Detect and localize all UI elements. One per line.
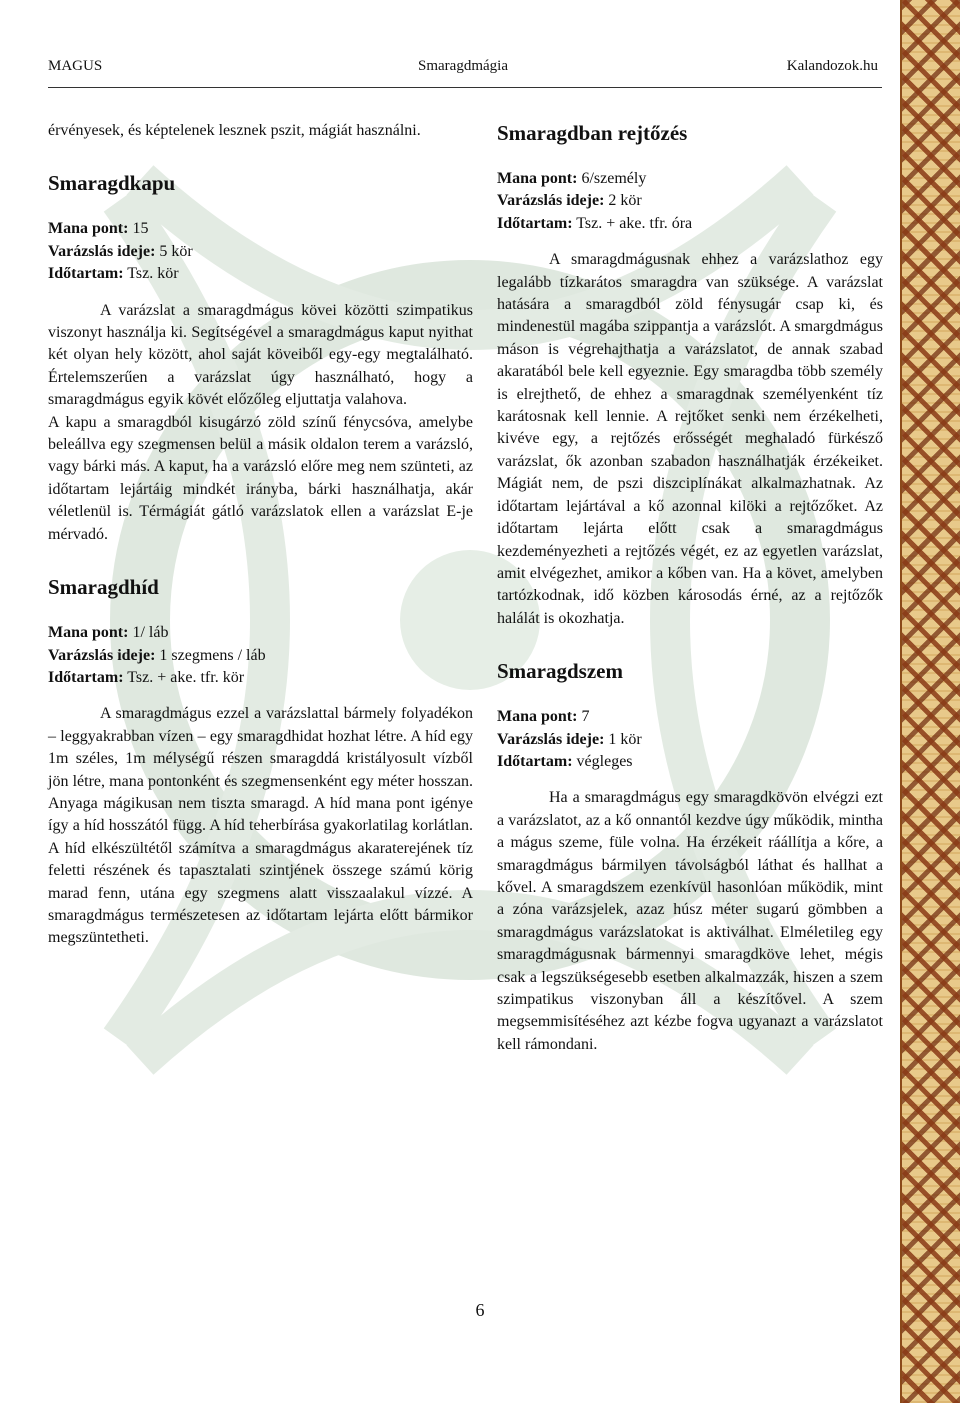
cast-time-line: Varázslás ideje: 2 kör: [497, 192, 642, 210]
intro-paragraph: érvényesek, és képtelenek lesznek pszit, mágiát használni.: [48, 122, 421, 139]
page-number: 6: [475, 1300, 485, 1320]
mana-line: Mana pont: 15: [48, 220, 149, 238]
body-paragraph: A smaragdmágus ezzel a varázslattal bármely folyadékon – leggyakrabban vízen – egy smaragdhidat hozhat létre. A híd egy 1m széles, 1m mélységű részen smaragddá kristályosult vízből jön létre, mana pontonként és szegmensenként egy méter hosszan. Anyaga mágikusan nem tiszta smaragd. A híd mana pont igénye így a híd hosszától függ. A híd teherbírása gyakorlatilag korlátlan. A híd elkészültétől számítva a smaragdmágus akaraterejének tíz feletti részének és tapasztalati szintjének összege számú körig marad fenn, utána egy szegmens alatt visszaalakul vízzé. A smaragdmágus természetesen az időtartam lejárta előtt bármikor megszüntetheti.: [48, 705, 473, 947]
body-paragraph: A varázslat a smaragdmágus kövei közötti szimpatikus viszonyt használja ki. Segítségével a smaragdmágus kaput nyithat két olyan hely között, ahol saját köveiből egy-egy megtalálható. Értelemszerűen a varázslat úgy használható, hogy a smaragdmágus egyik kövét előzőleg eljuttatja valahova.: [48, 301, 473, 409]
section-title-smaragdhid: Smaragdhíd: [48, 575, 159, 600]
header-divider: [48, 87, 882, 88]
mana-line: Mana pont: 6/személy: [497, 170, 647, 187]
section-title-smaragdszem: Smaragdszem: [497, 659, 623, 684]
mana-line: Mana pont: 1/ láb: [48, 624, 169, 642]
section-title-smaragdban-rejtozes: Smaragdban rejtőzés: [497, 121, 688, 145]
header-right-text: Kalandozok.hu: [786, 58, 878, 74]
body-paragraph: A kapu a smaragdból kisugárzó zöld színű fénycsóva, amelybe beleállva egy szegmensen belül a másik oldalon terem a varázsló, vagy bárki más. A kaput, ha a varázsló előre meg nem szünteti, az időtartam lejártáig mindkét irányba, bárki használhatja, akár véletlenül is. Térmágiát gátló varázslatok ellen a varázslat E-je mérvadó.: [48, 413, 473, 543]
right-column: [497, 120, 883, 1056]
decorative-border: [900, 0, 960, 1403]
cast-time-line: Varázslás ideje: 5 kör: [48, 242, 193, 260]
left-column: [48, 120, 473, 950]
cast-time-line: Varázslás ideje: 1 kör: [497, 730, 642, 748]
mana-line: Mana pont: 7: [497, 708, 590, 726]
body-paragraph: Ha a smaragdmágus egy smaragdkövön elvégzi ezt a varázslatot, az a kő onnantól kezdve úgy működik, mintha a mágus szeme, füle volna. Ha érzékeit ráállítja a kőre, a smaragdmágus bármilyen távolságból láthat és hallhat a kővel. A smaragdszem ezenkívül hasonlóan működik, mint a zóna varázsjelek, azaz húsz méter sugarú gömbben a smaragdmágus varázslatokat is aktiválhat. Elméletileg egy smaragdmágusnak bármennyi smaragdköve lehet, mégis csak a legszükségesebb esetben alkalmazzák, hiszen a szem szimpatikus viszonyban áll a készítővel. A szem megsemmisítéséhez azt kézbe fogva ugyanazt a varázslatot kell rámondani.: [497, 789, 883, 1053]
section-title-smaragdkapu: Smaragdkapu: [48, 171, 176, 196]
duration-line: Időtartam: Tsz. + ake. tfr. kör: [48, 668, 245, 686]
header-center-text: Smaragdmágia: [418, 58, 508, 74]
duration-line: Időtartam: Tsz. + ake. tfr. óra: [497, 214, 693, 232]
duration-line: Időtartam: Tsz. kör: [48, 265, 179, 283]
header-left-text: MAGUS: [48, 58, 103, 74]
body-paragraph: A smaragdmágusnak ehhez a varázslathoz egy legalább tízkarátos smaragdra van szüksége. A varázslat hatására a smaragdból zöld fénysugár csap ki, és mindenestül magába szippantja a varázslót. A smargdmágus máson is végrehajthatja a varázslatot, de annak szabad akaratából bele kell egyeznie. Egy smaragdba több személy is elrejthető, de ehhez a smaragdnak személyenként tíz karátosnak kell lennie. A rejtőket senki nem érzékelheti, kivéve egy, a rejtőzés erősségét meghaladó fürkésző varázslat, ők azonban szabadon használhatják érzékeiket. Mágiát nem, de pszi diszciplínákat alkalmazhatnak. Az időtartam lejártával a kő azonnal kilöki a rejtőzőket. Az időtartam lejárta előtt csak a smaragdmágus kezdeményezheti a rejtőzés végét, ez az egyetlen varázslat, amit elvégezhet, amikor a kőben van. Ha a követ, amelyben tartózkodnak, idő közben károsodás érné, az a rejtőzők halálát is okozhatja.: [497, 251, 883, 627]
duration-line: Időtartam: végleges: [497, 752, 633, 770]
cast-time-line: Varázslás ideje: 1 szegmens / láb: [48, 646, 266, 664]
